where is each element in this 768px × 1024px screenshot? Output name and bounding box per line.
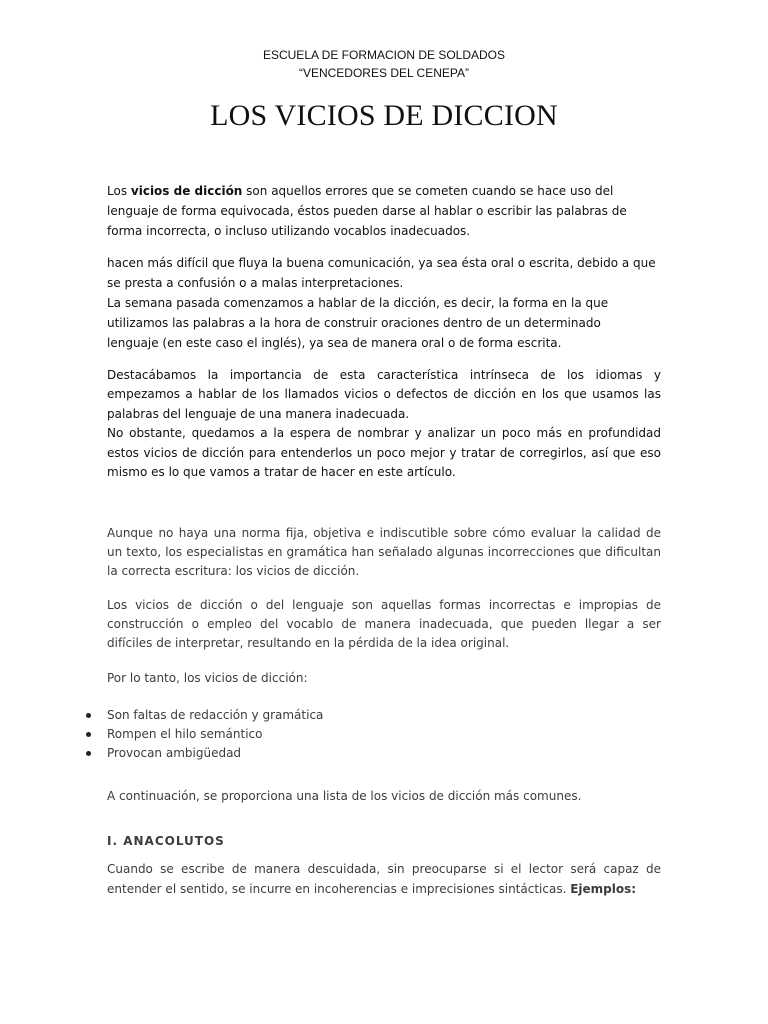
section-line-1: Cuando se escribe de manera descuidada, sin preocuparse si el lector será capaz de: [107, 862, 661, 876]
section-line-2-text: entender el sentido, se incurre en incoherencias e imprecisiones sintácticas.: [107, 882, 571, 896]
para3-line: estos vicios de dicción para entenderlos un poco mejor y tratar de corregirlos, así que eso: [107, 445, 661, 460]
paragraph-4: [107, 524, 661, 581]
intro-line-1: [107, 181, 661, 201]
paragraph-2: [107, 253, 661, 353]
para5-line: Los vicios de dicción o del lenguaje son aquellas formas incorrectas e impropias de: [107, 598, 661, 612]
para4-line: Aunque no haya una norma fija, objetiva e indiscutible sobre cómo evaluar la calidad de: [107, 526, 661, 540]
paragraph-3: [107, 366, 661, 482]
school-name: ESCUELA DE FORMACION DE SOLDADOS: [262, 48, 506, 62]
list-item-text: Provocan ambigüedad: [107, 746, 242, 760]
para5-line: difíciles de interpretar, resultando en la pérdida de la idea original.: [107, 636, 510, 650]
list-item: [80, 725, 640, 744]
intro-bold-term: vicios de dicción: [130, 184, 243, 198]
paragraph-5: [107, 596, 661, 653]
section-line-2: [107, 879, 661, 899]
list-item-text: Rompen el hilo semántico: [107, 727, 263, 741]
para2-line: La semana pasada comenzamos a hablar de la dicción, es decir, la forma en la que: [107, 296, 609, 310]
para3-line: No obstante, quedamos a la espera de nombrar y analizar un poco más en profundidad: [107, 426, 661, 441]
para5-line: construcción o empleo del vocablo de manera inadecuada, que pueden llegar a ser: [107, 617, 661, 631]
paragraph-6: Por lo tanto, los vicios de dicción:: [107, 671, 308, 685]
bullet-icon: [86, 713, 91, 718]
document-title: LOS VICIOS DE DICCION: [210, 99, 558, 132]
intro-line-2: lenguaje de forma equivocada, éstos pueden darse al hablar o escribir las palabras de: [107, 204, 627, 218]
bullet-icon: [86, 751, 91, 756]
para2-line: lenguaje (en este caso el inglés), ya sea de manera oral o de forma escrita.: [107, 336, 562, 350]
para2-line: hacen más difícil que fluya la buena comunicación, ya sea ésta oral o escrita, debido a que: [107, 256, 656, 270]
para3-line: empezamos a hablar de los llamados vicios o defectos de dicción en los que usamos las: [107, 387, 661, 402]
intro-prefix: Los: [107, 184, 131, 198]
para4-line: la correcta escritura: los vicios de dicción.: [107, 564, 360, 578]
school-motto: “VENCEDORES DEL CENEPA”: [298, 66, 470, 80]
para2-line: utilizamos las palabras a la hora de construir oraciones dentro de un determinado: [107, 316, 601, 330]
para3-line: Destacábamos la importancia de esta característica intrínseca de los idiomas y: [107, 368, 661, 382]
para2-line: se presta a confusión o a malas interpretaciones.: [107, 276, 404, 290]
list-item: [80, 744, 640, 763]
paragraph-7: A continuación, se proporciona una lista de los vicios de dicción más comunes.: [107, 789, 582, 803]
para3-line: mismo es lo que vamos a tratar de hacer en este artículo.: [107, 465, 456, 480]
bullet-list: [80, 706, 640, 763]
bullet-icon: [86, 732, 91, 737]
section-paragraph: [107, 859, 661, 899]
para4-line: un texto, los especialistas en gramática han señalado algunas incorrecciones que dificultan: [107, 545, 661, 559]
list-item-text: Son faltas de redacción y gramática: [107, 708, 324, 722]
list-item: [80, 706, 640, 725]
intro-line-3: forma incorrecta, o incluso utilizando vocablos inadecuados.: [107, 224, 471, 238]
para3-line: palabras del lenguaje de una manera inadecuada.: [107, 406, 410, 421]
intro-paragraph: [107, 181, 661, 241]
examples-label: Ejemplos:: [570, 882, 637, 896]
section-heading: I. ANACOLUTOS: [107, 834, 225, 848]
intro-line-1-rest: son aquellos errores que se cometen cuando se hace uso del: [242, 184, 614, 198]
